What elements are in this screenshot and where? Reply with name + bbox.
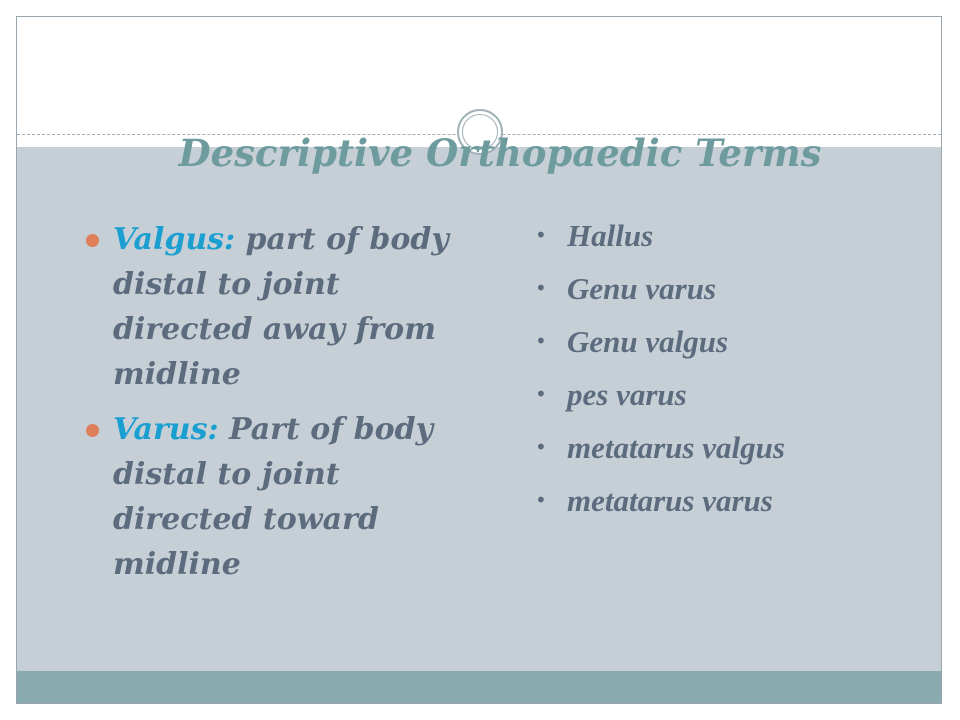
list-item: • pes varus bbox=[535, 377, 687, 412]
bullet-icon: • bbox=[535, 435, 547, 459]
definition-valgus bbox=[81, 217, 461, 397]
examples-list bbox=[533, 217, 933, 535]
footer-band bbox=[17, 671, 941, 703]
bullet-dot-icon bbox=[86, 234, 99, 247]
definition-text: part of body distal to joint directed away from midline bbox=[113, 222, 449, 392]
list-item: • Genu valgus bbox=[535, 324, 729, 359]
list-item: • Hallus bbox=[535, 218, 654, 253]
bullet-dot-icon bbox=[86, 424, 99, 437]
slide-title: Descriptive Orthopaedic Terms bbox=[178, 131, 822, 175]
definition-varus bbox=[81, 407, 461, 587]
bullet-icon: • bbox=[535, 488, 547, 512]
bullet-icon: • bbox=[535, 329, 547, 353]
list-item: • metatarus varus bbox=[535, 483, 773, 518]
bullet-icon: • bbox=[535, 382, 547, 406]
term-label: Valgus: bbox=[113, 222, 236, 257]
list-item: • Genu varus bbox=[535, 271, 717, 306]
list-item: • metatarus valgus bbox=[535, 430, 785, 465]
bullet-icon: • bbox=[535, 223, 547, 247]
term-label: Varus: bbox=[113, 412, 219, 447]
definitions-list bbox=[81, 217, 461, 597]
bullet-icon: • bbox=[535, 276, 547, 300]
slide bbox=[16, 16, 942, 704]
definition-text: Part of body distal to joint directed toward midline bbox=[113, 412, 434, 582]
